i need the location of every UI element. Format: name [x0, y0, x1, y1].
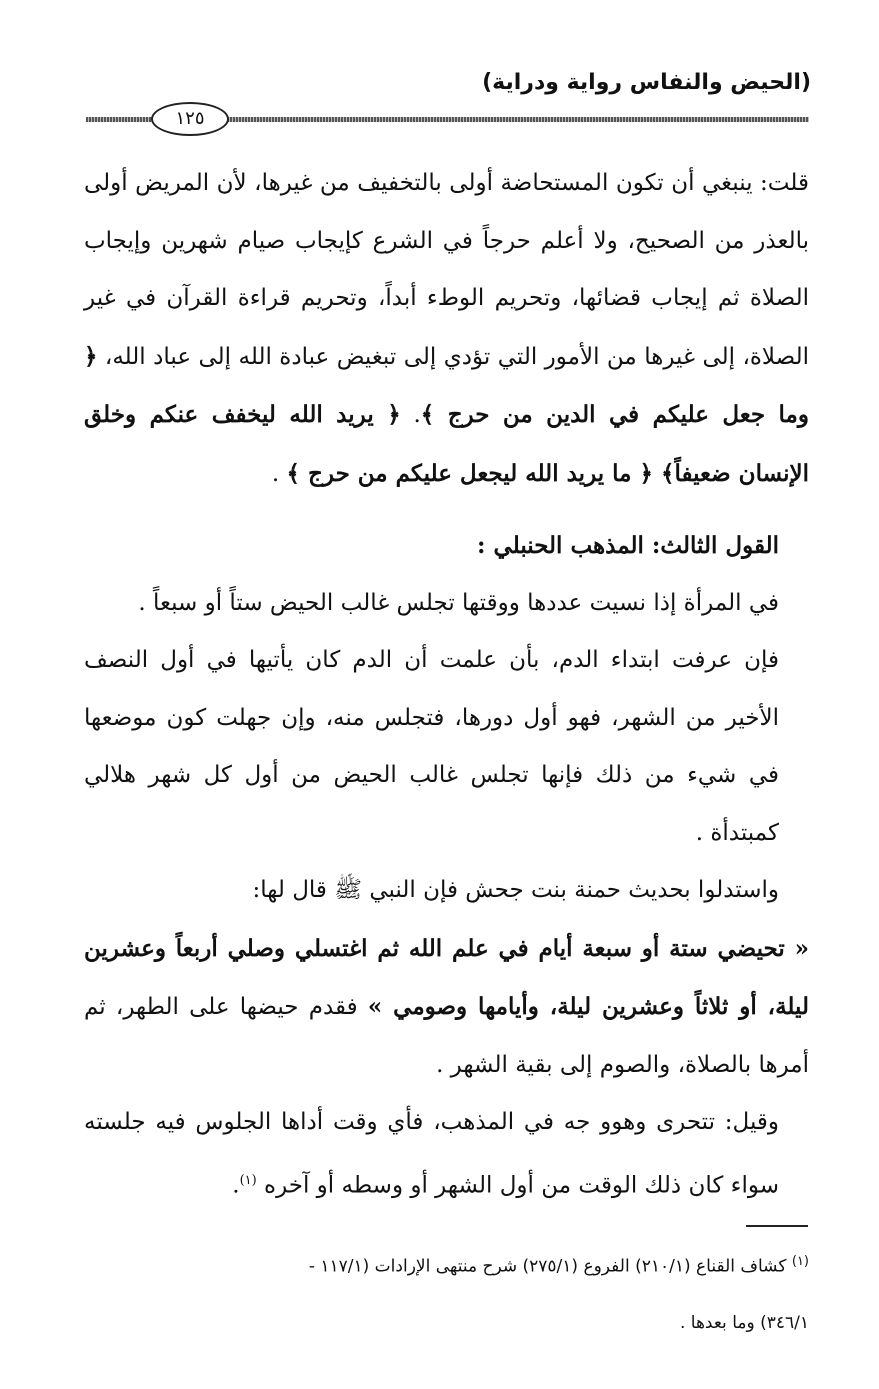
paragraph-end: . [271, 460, 287, 487]
paragraph-end: . [232, 1172, 240, 1199]
main-text [84, 155, 809, 1215]
quran-quote: ﴿ يريد الله ليخفف عنكم وخلق الإنسان ضعيفاً﴾ ﴿ ما يريد الله ليجعل عليكم من حرج ﴾ [84, 401, 809, 487]
paragraph-author-opinion [84, 155, 809, 503]
footnote-line [84, 1234, 809, 1295]
footnotes [84, 1234, 809, 1351]
paragraph [84, 1094, 809, 1215]
footnote-text: كشاف القناع (٢١٠/١) الفروع (٢٧٥/١) شرح منتهى الإرادات (١١٧/١ - [308, 1256, 792, 1277]
paragraph: في المرأة إذا نسيت عددها ووقتها تجلس غالب الحيض ستاً أو سبعاً . [138, 589, 779, 616]
separator: . [400, 402, 421, 428]
hadith-quote: « تحيضي ستة أو سبعة أيام في علم الله ثم اغتسلي وصلي أربعاً وعشرين ليلة، أو ثلاثاً وعشرين ليلة، وأيامها وصومي » [84, 934, 809, 1020]
section-heading: القول الثالث: المذهب الحنبلي : [477, 532, 779, 559]
footnote-rule [746, 1225, 808, 1227]
paragraph-hadith [84, 920, 809, 1095]
paragraph-text: فقدم حيضها على الطهر، ثم أمرها بالصلاة، والصوم إلى بقية الشهر . [84, 994, 809, 1078]
paragraph: فإن عرفت ابتداء الدم، بأن علمت أن الدم كان يأتيها في أول النصف الأخير من الشهر، فهو أول دورها، فتجلس منه، وإن جهلت كون موضعها في شيء من ذلك فإنها تجلس غالب الحيض من أول كل شهر هلالي كمبتدأة . [84, 647, 779, 846]
quran-quote: ﴿ وما جعل عليكم في الدين من حرج ﴾ [84, 342, 809, 428]
paragraph-text: قلت: ينبغي أن تكون المستحاضة أولى بالتخفيف من غيرها، لأن المريض أولى بالعذر من الصحيح، ولا أعلم حرجاً في الشرع كإيجاب صيام شهرين وإيجاب الصلاة ثم إيجاب قضائها، وتحريم الوطء أبداً، وتحريم قراءة القرآن في غير الصلاة، إلى غيرها من الأمور التي تؤدي إلى تبغيض عبادة الله إلى عباد الله، [84, 170, 809, 370]
running-title: (الحيض والنفاس رواية ودراية) [482, 70, 811, 95]
paragraph-text: وقيل: تتحرى وهوو جه في المذهب، فأي وقت أداها الجلوس فيه جلسته سواء كان ذلك الوقت من أول الشهر أو وسطه أو آخره [84, 1109, 779, 1199]
footnote-line: ٣٤٦/١) وما بعدها . [679, 1312, 809, 1333]
paragraph: واستدلوا بحديث حمنة بنت جحش فإن النبي ﷺ قال لها: [252, 877, 779, 903]
footnote-marker: (١) [791, 1254, 809, 1269]
page-number: ١٢٥ [151, 102, 229, 136]
footnote-reference: (١) [239, 1172, 257, 1188]
